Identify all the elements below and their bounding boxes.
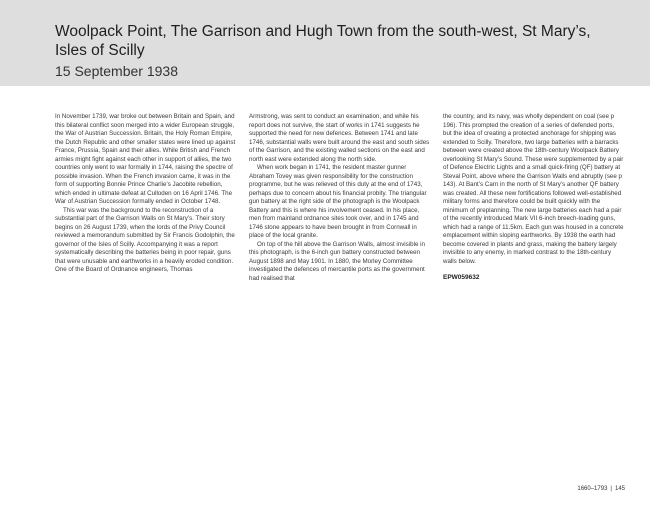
paragraph: This war was the background to the reconstruction of a substantial part of the Garrison Walls on St Mary’s. Their story begins on 26 August 1739, when the lords of the Privy Council reviewed a memorandum submitted by Sir Francis Godolphin, the governor of the Isles of Scilly. Accompanying it was a report systematically describing the batteries being in poor repair, guns that were unusable and earthworks in a heavily eroded condition. One of the Board of Ordnance engineers, Thomas xyxy=(55,206,235,273)
column-2 xyxy=(249,113,430,453)
column-1 xyxy=(55,113,236,453)
photo-date: 15 September 1938 xyxy=(55,63,178,79)
folio xyxy=(577,486,625,492)
paragraph: On top of the hill above the Garrison Walls, almost invisible in this photograph, is the 6-inch gun battery constructed between August 1898 and May 1901. In 1880, the Morley Committee investigated the defences of mercantile ports as the government had realised that xyxy=(249,240,425,282)
folio-separator: | xyxy=(610,486,612,492)
page-title: Woolpack Point, The Garrison and Hugh Town from the south-west, St Mary’s, Isles of Scilly xyxy=(55,23,591,59)
paragraph: the country, and its navy, was wholly dependent on coal (see p 196). This prompted the creation of a series of defended ports, but the idea of creating a protected anchorage for shipping was extended to Scilly. Therefore, two large batteries with a barracks between were created above the 18th-century Woolpack Battery overlooking St Mary’s Sound. These were supplemented by a pair of Defence Electric Lights and a small quick-firing (QF) battery at Steval Point, above where the Garrison Walls end abruptly (see p 143). At Bant’s Carn in the north of St Mary’s another QF battery was created. All these new fortifications followed well-established military forms and therefore could be built quickly with the minimum of preplanning. The new large batteries each had a pair of the recently introduced Mark VII 6-inch breech-loading guns, which had a range of 11.5km. Each gun was housed in a concrete emplacement within sloping earthworks. By 1938 the earth had become covered in plants and grass, making the battery largely invisible to any enemy, in marked contrast to the 18th-century walls below. xyxy=(443,113,624,265)
column-3 xyxy=(443,113,624,453)
folio-range: 1660–1793 xyxy=(577,486,608,492)
paragraph: Armstrong, was sent to conduct an examination, and while his report does not survive, the start of works in 1741 suggests he supported the need for new defences. Between 1741 and late 1746, substantial walls were built around the east and south sides of the Garrison, and the existing walled sections on the east and north east were extended along the north side. xyxy=(249,113,430,163)
paragraph: When work began in 1741, the resident master gunner Abraham Tovey was given responsibility for the construction programme, but he was relieved of this duty at the end of 1743, perhaps due to concern about his financial probity. The triangular gun battery at the right side of the photograph is the Woolpack Battery and this is where his involvement ceased. In his place, men from mainland ordnance sites took over, and in 1745 and 1746 stone appears to have been brought in from Cornwall in place of the local granite. xyxy=(249,164,427,239)
body-columns xyxy=(55,113,625,453)
page-number: 145 xyxy=(614,486,625,492)
paragraph: In November 1739, war broke out between Britain and Spain, and this bilateral conflict soon merged into a wider European struggle, the War of Austrian Succession. Britain, the Holy Roman Empire, the Dutch Republic and other smaller states were lined up against France, Prussia, Spain and their allies. While British and French armies might fight against each other in support of allies, the two countries only went to war formally in 1744, raising the spectre of possible invasion. When the French invasion came, it was in the form of supporting Bonnie Prince Charlie’s Jacobite rebellion, which ended in ultimate defeat at Culloden on 16 April 1746. The War of Austrian Succession formally ended in October 1748. xyxy=(55,113,236,205)
photo-reference: EPW059632 xyxy=(443,274,480,281)
